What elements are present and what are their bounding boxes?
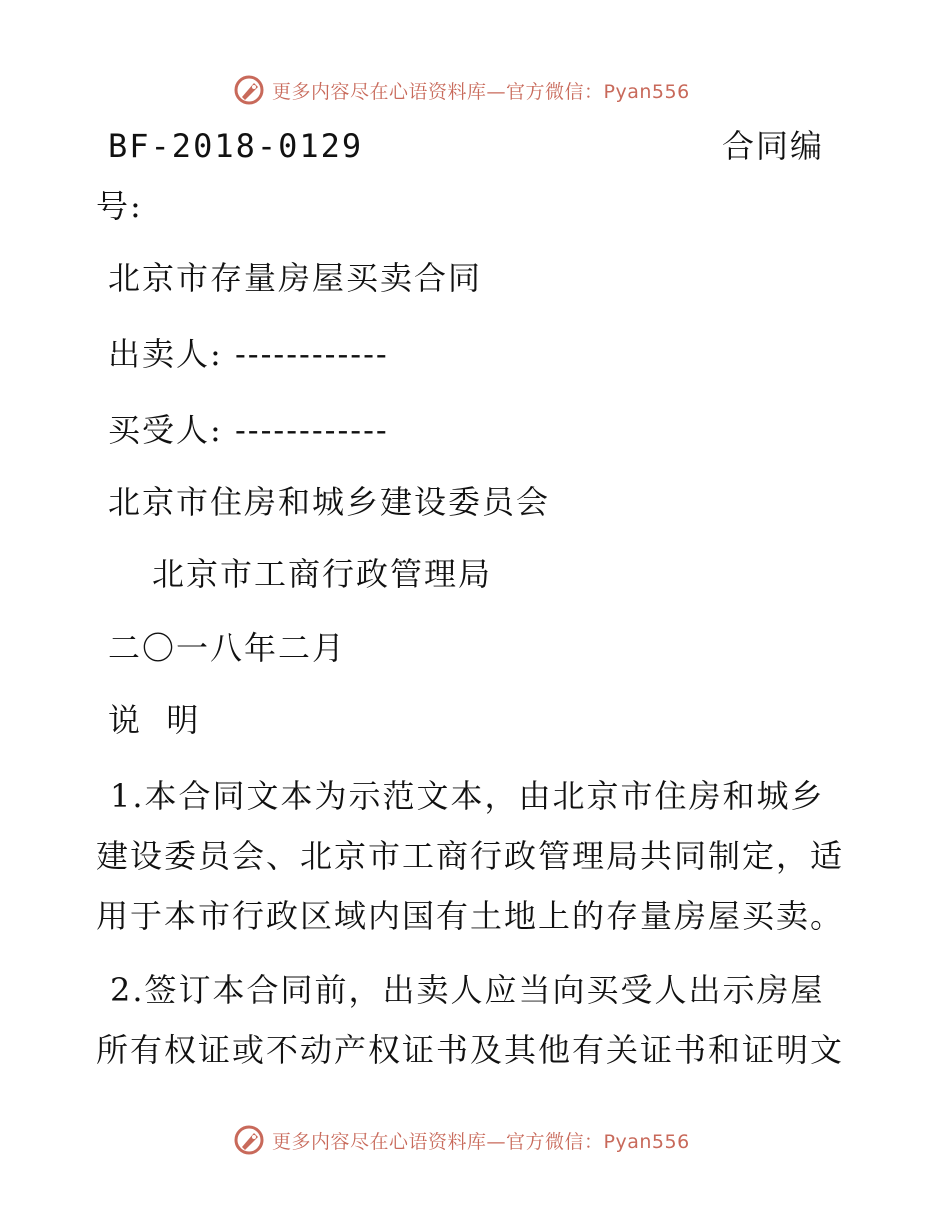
contract-number-label-continued: 号: xyxy=(96,187,143,225)
buyer-line: 买受人: ------------ xyxy=(108,411,389,449)
instruction-1-line-1: 1.本合同文本为示范文本，由北京市住房和城乡 xyxy=(110,777,825,815)
watermark-banner-top xyxy=(232,70,690,110)
instruction-1-line-2: 建设委员会、北京市工商行政管理局共同制定，适 xyxy=(96,837,845,875)
watermark-wechat-id: Pyan556 xyxy=(603,1130,690,1153)
watermark-banner-bottom xyxy=(232,1120,690,1160)
contract-number: BF-2018-0129 xyxy=(108,127,364,165)
issuer-housing-commission: 北京市住房和城乡建设委员会 xyxy=(108,483,551,521)
instruction-1-line-3: 用于本市行政区域内国有土地上的存量房屋买卖。 xyxy=(96,897,845,935)
seller-line: 出卖人: ------------ xyxy=(108,335,389,373)
contract-title: 北京市存量房屋买卖合同 xyxy=(108,259,483,297)
instructions-heading: 说 明 xyxy=(108,701,201,739)
instruction-2-line-1: 2.签订本合同前，出卖人应当向买受人出示房屋 xyxy=(110,971,825,1009)
pen-nib-circle-icon xyxy=(232,73,266,107)
watermark-text: 更多内容尽在心语资料库—官方微信： xyxy=(272,1130,604,1153)
watermark-wechat-id: Pyan556 xyxy=(603,80,690,103)
issuer-industry-commerce-bureau: 北京市工商行政管理局 xyxy=(152,555,493,593)
pen-nib-circle-icon xyxy=(232,1123,266,1157)
contract-number-label: 合同编 xyxy=(722,127,825,165)
watermark-text: 更多内容尽在心语资料库—官方微信： xyxy=(272,80,604,103)
issue-date: 二〇一八年二月 xyxy=(108,629,347,667)
instruction-2-line-2: 所有权证或不动产权证书及其他有关证书和证明文 xyxy=(96,1031,845,1069)
